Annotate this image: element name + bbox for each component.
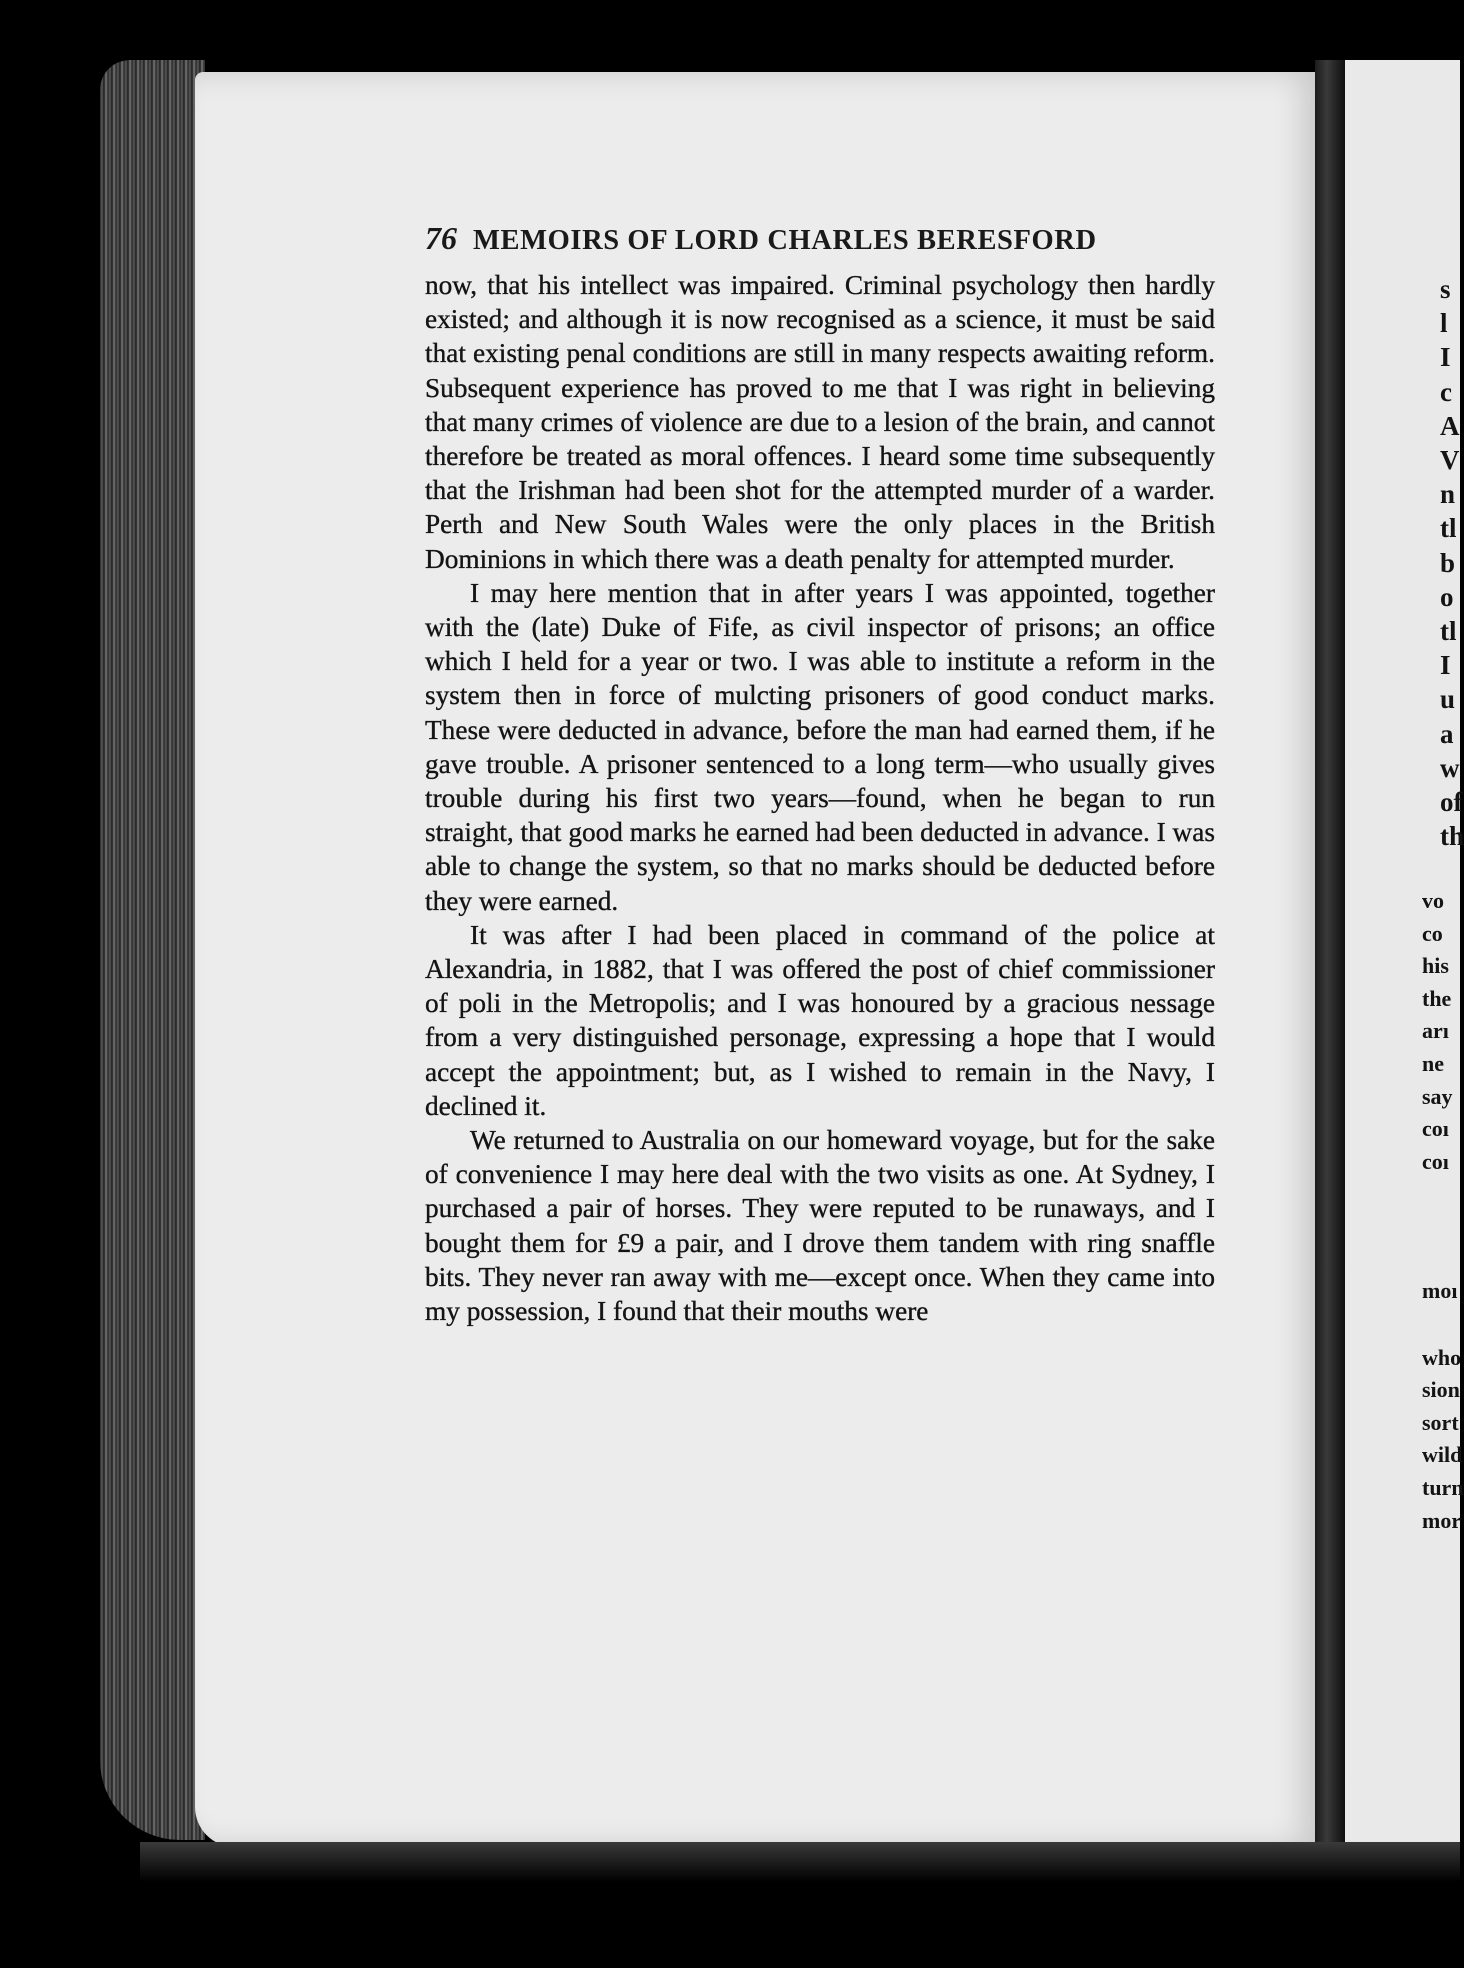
page-header	[425, 220, 1215, 257]
running-title: MEMOIRS OF LORD CHARLES BERESFORD	[473, 225, 1097, 256]
facing-page-text-block-2: vo co his the arı ne say coı coı	[1422, 888, 1453, 1174]
page-edges	[100, 60, 205, 1840]
paragraph: We returned to Australia on our homeward voyage, but for the sake of convenience I may here deal with the two visits as one. At Sydney, I purchased a pair of horses. They were reputed to be runaways, and I bought them for £9 a pair, and I drove them tandem with ring snaffle bits. They never ran away with me—except once. When they came into my possession, I found that their mouths were	[425, 1125, 1215, 1327]
facing-page-text-block-3: moı who sion sort wild turn mor	[1422, 1278, 1464, 1533]
paragraph: It was after I had been placed in command of the police at Alexandria, in 1882, that I was offered the post of chief commissioner of poli in the Metropolis; and I was honoured by a gracious nessage from a very distinguished personage, expressing a hope that I would accept the appointment; but, as I wished to remain in the Navy, I declined it.	[425, 919, 1215, 1121]
facing-page-text-block-1: s l I c A V n tl b o tl I u a w of th	[1440, 274, 1464, 852]
bottom-edge-shadow	[140, 1842, 1460, 1882]
paragraph: I may here mention that in after years I was appointed, together with the (late) Duke of Fife, as civil inspector of prisons; an office which I held for a year or two. I was able to institute a reform in the system then in force of mulcting prisoners of good conduct marks. These were deducted in advance, before the man had earned them, if he gave trouble. A prisoner sentenced to a long term—who usually gives trouble during his first two years—found, when he began to run straight, that good marks he earned had been deducted in advance. I was able to change the system, so that no marks should be deducted before they were earned.	[425, 577, 1215, 916]
page-number: 76	[425, 220, 457, 256]
book-gutter	[1315, 60, 1345, 1860]
body-text	[425, 268, 1215, 1328]
paragraph: now, that his intellect was impaired. Criminal psychology then hardly existed; and although it is now recognised as a science, it must be said that existing penal conditions are still in many respects awaiting reform. Subsequent experience has proved to me that I was right in believing that many crimes of violence are due to a lesion of the brain, and cannot therefore be treated as moral offences. I heard some time subsequently that the Irishman had been shot for the attempted murder of a warder. Perth and New South Wales were the only places in the British Dominions in which there was a death penalty for attempted murder.	[425, 270, 1215, 574]
